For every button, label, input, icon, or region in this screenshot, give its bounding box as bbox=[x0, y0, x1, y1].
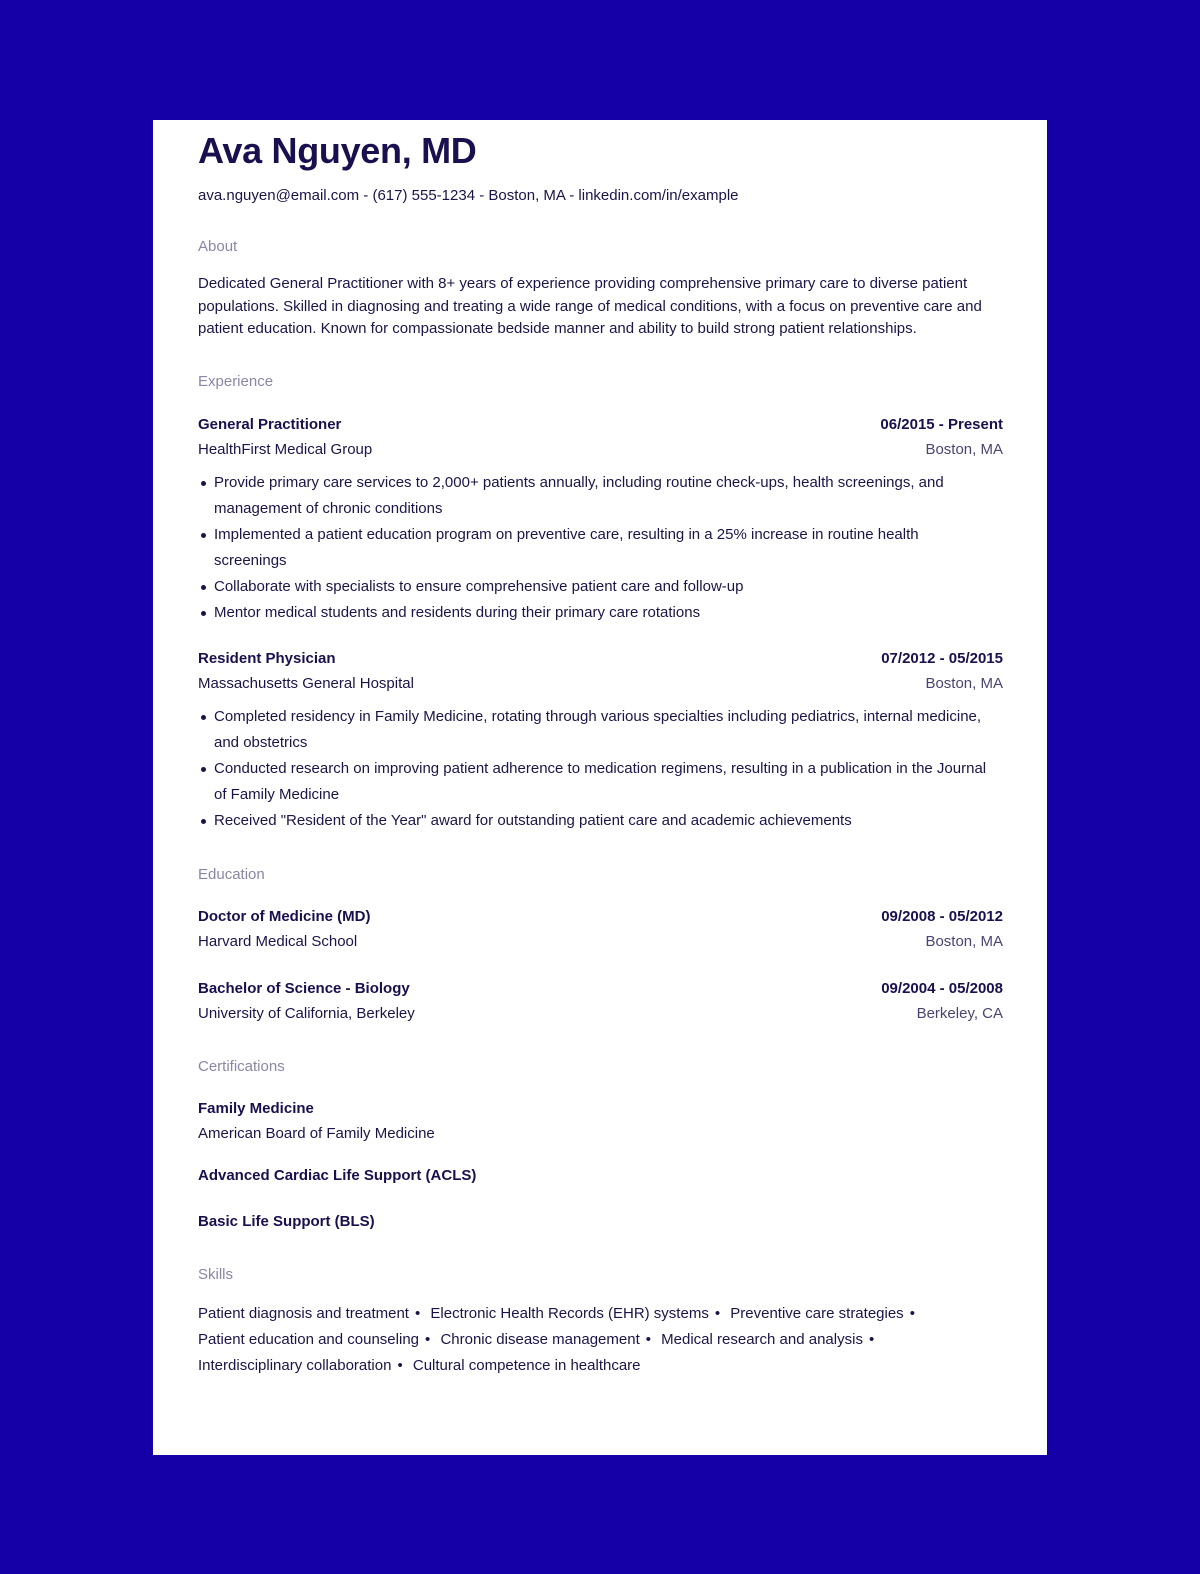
skill-separator: • bbox=[714, 1305, 721, 1323]
certification-name: Advanced Cardiac Life Support (ACLS) bbox=[198, 1167, 477, 1185]
skills-list bbox=[198, 1301, 1003, 1379]
contact-line: ava.nguyen@email.com - (617) 555-1234 - Boston, MA - linkedin.com/in/example bbox=[198, 187, 739, 204]
about-text: Dedicated General Practitioner with 8+ years of experience providing comprehensive primary care to diverse patient populations. Skilled in diagnosing and treating a wide range of medical conditions, with a focus on preventive care and patient education. Known for compassionate bedside manner and ability to build strong patient relationships. bbox=[198, 275, 982, 338]
job-organization: Massachusetts General Hospital bbox=[198, 675, 414, 693]
skill-item: Chronic disease management bbox=[440, 1331, 640, 1349]
list-item: Collaborate with specialists to ensure comprehensive patient care and follow-up bbox=[214, 574, 1003, 600]
skill-separator: • bbox=[868, 1331, 875, 1349]
experience-section-title: Experience bbox=[198, 373, 274, 391]
about-section-title: About bbox=[198, 238, 238, 255]
job-bullet-list bbox=[198, 704, 1003, 834]
skill-item: Patient diagnosis and treatment bbox=[198, 1305, 409, 1323]
list-item: Implemented a patient education program on preventive care, resulting in a 25% increase in routine health screenings bbox=[214, 522, 1003, 574]
list-item: Received "Resident of the Year" award for outstanding patient care and academic achievements bbox=[214, 808, 1003, 834]
candidate-name: Ava Nguyen, MD bbox=[198, 130, 477, 171]
skill-separator: • bbox=[414, 1305, 421, 1323]
degree-row bbox=[198, 976, 1003, 1001]
job-role: General Practitioner bbox=[198, 416, 342, 434]
education-entry bbox=[198, 904, 1003, 954]
school-name: Harvard Medical School bbox=[198, 933, 358, 951]
school-location: Berkeley, CA bbox=[916, 1005, 1003, 1023]
certification-issuer: American Board of Family Medicine bbox=[198, 1125, 435, 1143]
skill-item: Cultural competence in healthcare bbox=[412, 1357, 641, 1375]
degree-name: Doctor of Medicine (MD) bbox=[198, 908, 371, 926]
list-item: Completed residency in Family Medicine, rotating through various specialties including pediatrics, internal medicine, and obstetrics bbox=[214, 704, 1003, 756]
education-entry bbox=[198, 976, 1003, 1026]
skill-separator: • bbox=[425, 1331, 431, 1349]
certification-issuer-row bbox=[198, 1121, 1003, 1146]
skill-item: Medical research and analysis bbox=[661, 1331, 863, 1349]
job-dates: 06/2015 - Present bbox=[880, 416, 1003, 434]
skill-item: Electronic Health Records (EHR) systems bbox=[430, 1305, 709, 1323]
certification-entry bbox=[198, 1209, 1003, 1234]
list-item: Conducted research on improving patient adherence to medication regimens, resulting in a publication in the Journal of Family Medicine bbox=[214, 756, 1003, 808]
job-bullet-list bbox=[198, 470, 1003, 626]
skill-item: Patient education and counseling bbox=[198, 1331, 420, 1349]
job-header-row bbox=[198, 646, 1003, 671]
job-role: Resident Physician bbox=[198, 650, 336, 668]
school-location: Boston, MA bbox=[925, 933, 1003, 951]
skill-item: Interdisciplinary collaboration bbox=[198, 1357, 392, 1375]
experience-entry bbox=[198, 412, 1003, 626]
degree-dates: 09/2004 - 05/2008 bbox=[881, 980, 1003, 998]
school-name: University of California, Berkeley bbox=[198, 1005, 415, 1023]
certifications-section-title: Certifications bbox=[198, 1058, 285, 1076]
certification-name: Family Medicine bbox=[198, 1100, 314, 1118]
degree-name: Bachelor of Science - Biology bbox=[198, 980, 410, 998]
certification-name: Basic Life Support (BLS) bbox=[198, 1213, 375, 1231]
skill-separator: • bbox=[645, 1331, 651, 1349]
skill-separator: • bbox=[909, 1305, 915, 1323]
school-row bbox=[198, 929, 1003, 954]
certification-name-row bbox=[198, 1209, 1003, 1234]
job-location: Boston, MA bbox=[925, 441, 1003, 459]
degree-row bbox=[198, 904, 1003, 929]
skills-section-title: Skills bbox=[198, 1266, 234, 1284]
experience-entry bbox=[198, 646, 1003, 834]
list-item: Provide primary care services to 2,000+ patients annually, including routine check-ups, health screenings, and management of chronic conditions bbox=[214, 470, 1003, 522]
resume-page bbox=[153, 120, 1047, 1455]
certification-name-row bbox=[198, 1163, 1003, 1188]
degree-dates: 09/2008 - 05/2012 bbox=[881, 908, 1003, 926]
education-section-title: Education bbox=[198, 866, 265, 884]
skill-separator: • bbox=[397, 1357, 403, 1375]
job-header-row bbox=[198, 412, 1003, 437]
job-org-row bbox=[198, 671, 1003, 696]
skill-item: Preventive care strategies bbox=[730, 1305, 904, 1323]
job-location: Boston, MA bbox=[925, 675, 1003, 693]
certification-entry bbox=[198, 1163, 1003, 1188]
list-item: Mentor medical students and residents during their primary care rotations bbox=[214, 600, 1003, 626]
certification-name-row bbox=[198, 1096, 1003, 1121]
certification-entry bbox=[198, 1096, 1003, 1146]
job-organization: HealthFirst Medical Group bbox=[198, 441, 373, 459]
job-org-row bbox=[198, 437, 1003, 462]
school-row bbox=[198, 1001, 1003, 1026]
job-dates: 07/2012 - 05/2015 bbox=[881, 650, 1003, 668]
